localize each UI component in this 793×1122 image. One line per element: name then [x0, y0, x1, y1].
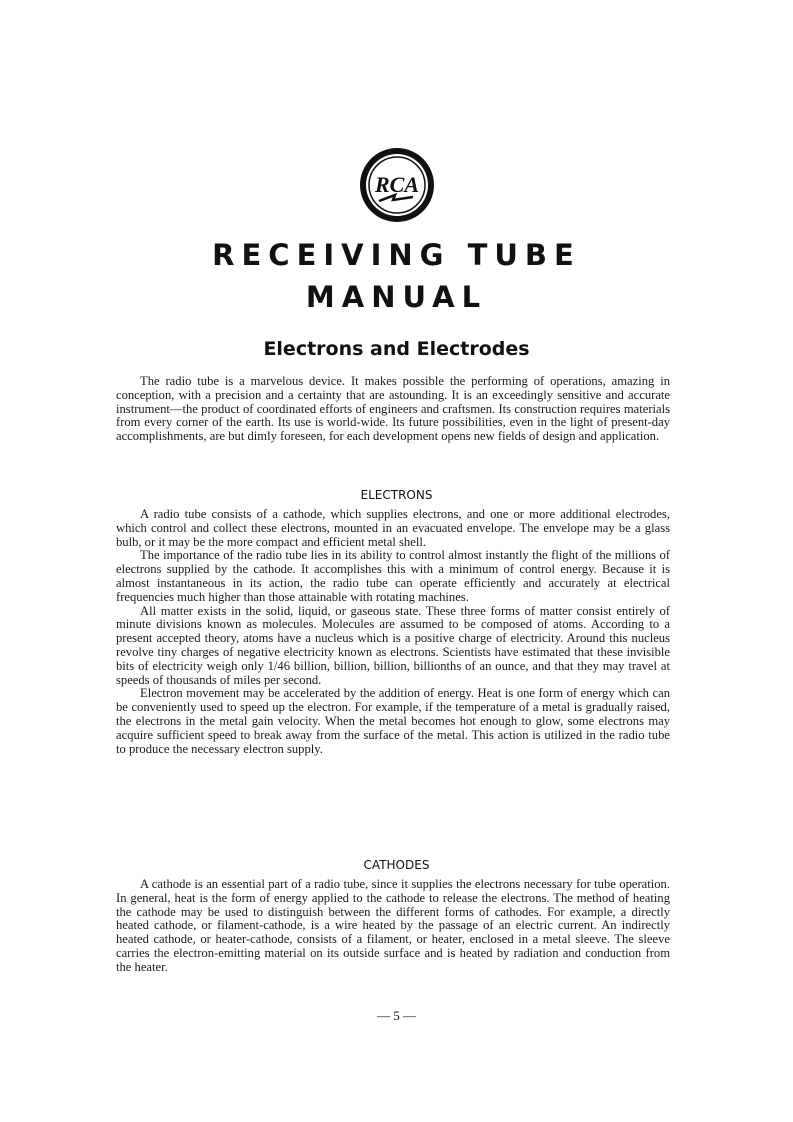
page-number: — 5 —: [377, 1008, 416, 1023]
manual-title-line2: MANUAL: [305, 280, 488, 314]
electrons-paragraph-4: Electron movement may be accelerated by the addition of energy. Heat is one form of energy which can be conveniently used to speed up the electron. For example, if the temperature of a metal is gradually raised, the electrons in the metal gain velocity. When the metal becomes hot enough to glow, some electrons may acquire sufficient speed to break away from the surface of the metal. This action is utilized in the radio tube to produce the necessary electron supply.: [116, 686, 670, 756]
cathodes-text: [116, 878, 670, 975]
electrons-paragraph-3: All matter exists in the solid, liquid, or gaseous state. These three forms of matter consist entirely of minute divisions known as molecules. Molecules are assumed to be composed of atoms. According to a present accepted theory, atoms have a nucleus which is a positive charge of electricity. Around this nucleus revolve tiny charges of negative electricity known as electrons. Scientists have estimated that these invisible bits of electricity weigh only 1/46 billion, billion, billion, billionths of an ounce, and that they may travel at speeds of thousands of miles per second.: [116, 603, 670, 687]
rca-logo: [357, 145, 437, 225]
intro-paragraph: The radio tube is a marvelous device. It makes possible the performing of operations, amazing in conception, with a precision and a certainty that are astounding. It is an exceedingly sensitive and accurate instrument—the product of coordinated efforts of engineers and craftsmen. Its construction requires materials from every corner of the earth. Its use is world-wide. Its future possibilities, even in the light of present-day accomplishments, are but dimly foreseen, for each development opens new fields of design and application.: [116, 374, 670, 444]
electrons-heading: ELECTRONS: [360, 488, 433, 502]
electrons-text: [116, 508, 670, 756]
manual-title-line1: RECEIVING TUBE: [212, 238, 581, 272]
cathodes-heading: CATHODES: [363, 858, 430, 872]
electrons-paragraph-2: The importance of the radio tube lies in its ability to control almost instantly the flight of the millions of electrons supplied by the cathode. It accomplishes this with a minimum of control energy. Because it is almost instantaneous in its action, the radio tube can operate efficiently and accurately at electrical frequencies much higher than those attainable with rotating machines.: [116, 548, 670, 604]
svg-text:RCA: RCA: [374, 172, 420, 197]
electrons-paragraph-1: A radio tube consists of a cathode, which supplies electrons, and one or more additional electrodes, which control and collect these electrons, mounted in an evacuated envelope. The envelope may be a glass bulb, or it may be the more compact and efficient metal shell.: [116, 507, 670, 549]
cathodes-paragraph: A cathode is an essential part of a radio tube, since it supplies the electrons necessary for tube operation. In general, heat is the form of energy applied to the cathode to release the electrons. The method of heating the cathode may be used to distinguish between the different forms of cathodes. For example, a directly heated cathode, or filament-cathode, is a wire heated by the passage of an electric current. An indirectly heated cathode, or heater-cathode, consists of a filament, or heater, enclosed in a metal sleeve. The sleeve carries the electron-emitting material on its outside surface and is heated by radiation and conduction from the heater.: [116, 877, 670, 974]
section-title: Electrons and Electrodes: [263, 338, 530, 360]
intro-text: [116, 375, 670, 444]
